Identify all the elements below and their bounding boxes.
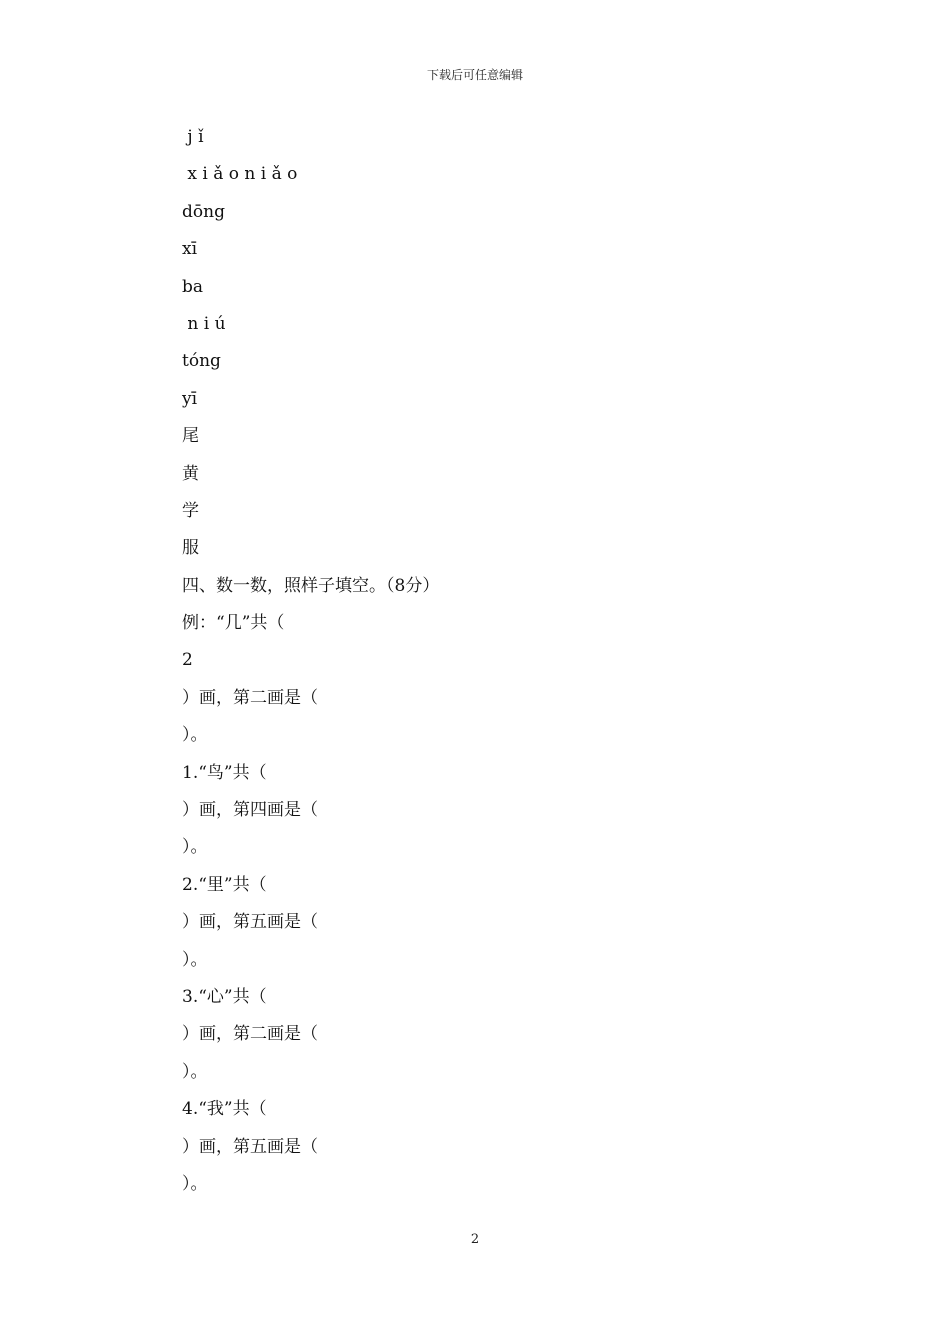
example-line: 例：“几”共（ [182, 613, 285, 634]
section-heading: 四、数一数，照样子填空。（8分） [182, 575, 440, 596]
pinyin-line: dōng [182, 201, 225, 222]
question-line: ）。 [182, 949, 208, 970]
page-header: 下载后可任意编辑 [426, 68, 523, 82]
page-number: 2 [470, 1232, 480, 1247]
question-line: ）画，第五画是（ [182, 912, 318, 933]
character-line: 黄 [182, 463, 199, 484]
question-line: ）。 [182, 837, 208, 858]
question-line: ）画，第二画是（ [182, 1024, 318, 1045]
question-line: 4.“我”共（ [182, 1099, 267, 1120]
question-line: 3.“心”共（ [182, 986, 267, 1007]
pinyin-line: ba [182, 276, 204, 297]
pinyin-line: j ǐ [182, 127, 204, 147]
question-line: 1.“鸟”共（ [182, 762, 267, 783]
character-line: 尾 [182, 426, 199, 447]
question-line: ）画，第四画是（ [182, 800, 318, 821]
question-line: ）。 [182, 1173, 208, 1194]
character-line: 服 [182, 538, 199, 559]
pinyin-line: tóng [182, 351, 221, 372]
example-line: ）画，第二画是（ [182, 687, 318, 708]
pinyin-line: n i ú [182, 313, 226, 334]
example-answer: 2 [182, 650, 193, 671]
question-line: ）。 [182, 1061, 208, 1082]
document-body [182, 119, 782, 1203]
pinyin-line: x i ǎ o n i ǎ o [182, 164, 298, 185]
pinyin-line: yī [182, 388, 198, 409]
question-line: 2.“里”共（ [182, 874, 267, 895]
pinyin-line: xī [182, 239, 198, 260]
example-line: ）。 [182, 725, 208, 746]
character-line: 学 [182, 500, 199, 521]
question-line: ）画，第五画是（ [182, 1136, 318, 1157]
